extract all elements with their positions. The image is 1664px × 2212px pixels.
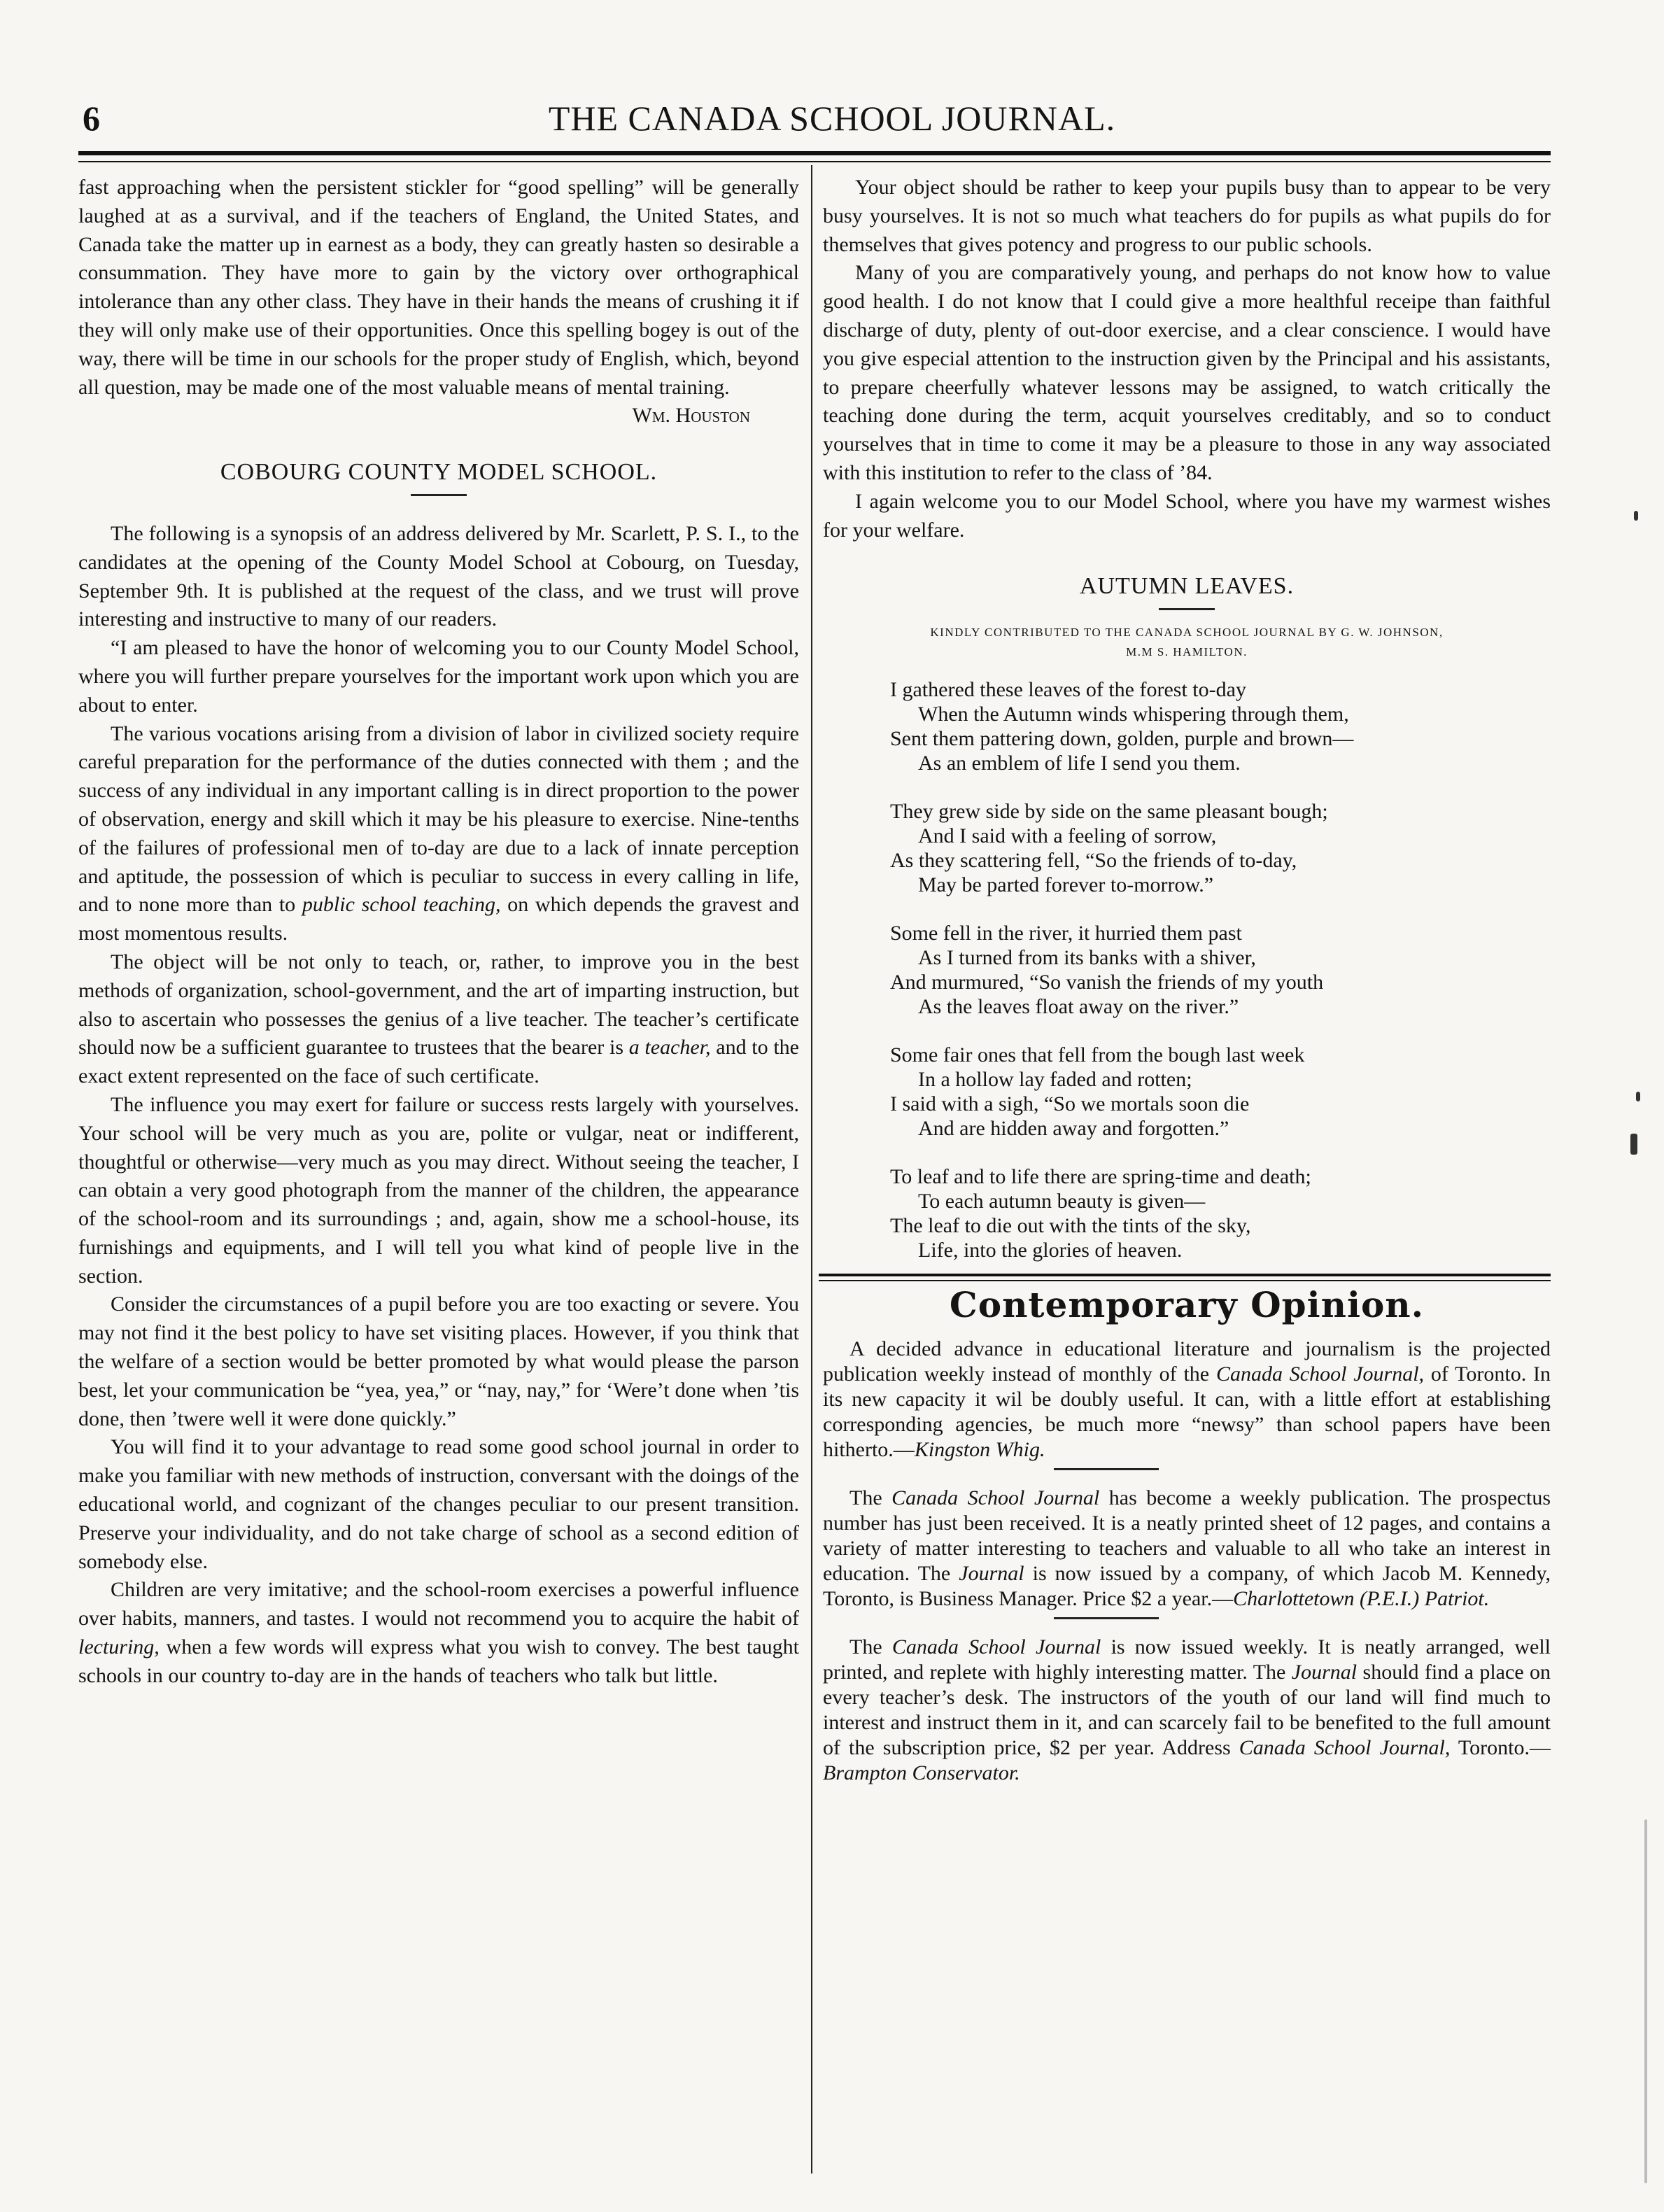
margin-speck — [1644, 1819, 1647, 2183]
page-number: 6 — [83, 99, 100, 138]
poem-line: When the Autumn winds whispering through them, — [918, 703, 1349, 726]
poem-line: Sent them pattering down, golden, purple and brown— — [890, 727, 1354, 751]
poem-line: The leaf to die out with the tints of the sky, — [890, 1214, 1251, 1238]
section-rule-thin — [819, 1280, 1551, 1281]
poem-line: They grew side by side on the same pleasant bough; — [890, 800, 1328, 824]
italic-text: Canada School Journal, — [1239, 1735, 1451, 1759]
poem-line: To leaf and to life there are spring-time and death; — [890, 1165, 1311, 1189]
poem-line: To each autumn beauty is given— — [918, 1190, 1206, 1213]
italic-text: a teacher, — [628, 1036, 711, 1059]
poem-stanza — [890, 799, 1551, 897]
poem-line: And murmured, “So vanish the friends of my youth — [890, 971, 1324, 994]
opinion-item — [823, 1337, 1551, 1463]
paragraph: Many of you are comparatively young, and perhaps do not know how to value good health. I do not know that I could give a more healthful receipe than faithful discharge of duty, plenty of out-door exercise, and a clear conscience. I would have you give especial attention to the instruction given by the Principal and his assistants, to prepare cheerfully whatever lessons may be assigned, to watch critically the teaching done during the term, acquit yourselves creditably, and so to conduct yourselves that in time to come it may be a pleasure to those in any way associated with this institution to refer to the class of ’84. — [823, 261, 1551, 484]
poem-line: As I turned from its banks with a shiver, — [918, 946, 1256, 970]
text-run: Toronto.— — [1458, 1735, 1551, 1759]
paragraph: The following is a synopsis of an address delivered by Mr. Scarlett, P. S. I., to the candidates at the opening of the County Model School at Cobourg, on Tuesday, September 9th. It is published at the request of the class, and we trust will prove interesting and instructive to many of our readers. — [78, 521, 799, 631]
text-run: should find a place on every teacher’s desk. The instructors of the youth of our land will find much to interest and instruct them in it, and can scarcely fail to be benefited to the full amount of the subscription price, $2 per year. Address — [823, 1660, 1551, 1759]
italic-text: Canada School Journal — [891, 1486, 1100, 1509]
poem-stanza — [890, 677, 1551, 775]
text-run: The object will be not only to teach, or, rather, to improve you in the best methods of organization, school-government, and the art of imparting instruction, but also to ascertain who possesses the genius of a live teacher. The teacher’s certificate should now be a sufficient guarantee to trustees that the bearer is — [78, 950, 799, 1059]
journal-title: THE CANADA SCHOOL JOURNAL. — [548, 99, 1116, 138]
text-run: The — [849, 1486, 882, 1509]
text-run: The various vocations arising from a division of labor in civilized society require careful preparation for the performance of the duties connected with them ; and the success of any individual in any important calling is in direct proportion to the power of observation, energy and skill which it may be his pleasure to exercise. Nine-tenths of the failures of professional men of to-day are due to a lack of innate perception and aptitude, the possession of which is peculiar to success in every calling in life, and to none more than to — [78, 721, 799, 917]
margin-speck — [1634, 511, 1638, 521]
poem-credit-line: M.M S. HAMILTON. — [1126, 645, 1248, 659]
text-run: A decided advance in educational literature and journalism is the projected publication weekly instead of monthly of the — [823, 1337, 1551, 1386]
contemporary-opinion-list — [823, 1337, 1551, 1786]
paragraph — [78, 720, 799, 948]
page-header — [0, 98, 1664, 147]
column-divider — [811, 165, 812, 2174]
italic-text: lecturing, — [78, 1635, 160, 1659]
margin-speck — [1636, 1092, 1640, 1101]
poem-line: I gathered these leaves of the forest to-day — [890, 678, 1246, 702]
text-run: The — [849, 1635, 882, 1658]
opinion-item — [823, 1635, 1551, 1786]
section-rule-thick — [819, 1274, 1551, 1276]
paragraph: I again welcome you to our Model School, where you have my warmest wishes for your welfare. — [823, 489, 1551, 542]
poem-line: Life, into the glories of heaven. — [918, 1239, 1183, 1262]
poem-line: Some fell in the river, it hurried them past — [890, 922, 1242, 945]
text-run: has become a weekly publication. The prospectus number has just been received. It is a neatly printed sheet of 12 pages, and contains a variety of matter interesting to teachers and valuable to all who take an interest in education. The — [823, 1486, 1551, 1585]
title-rule — [1159, 608, 1215, 610]
poem-credit-line: KINDLY CONTRIBUTED TO THE CANADA SCHOOL JOURNAL BY G. W. JOHNSON, — [930, 626, 1444, 640]
poem-credit — [823, 623, 1551, 662]
text-run: is now issued weekly. It is neatly arranged, well printed, and replete with highly interesting matter. The — [823, 1635, 1551, 1684]
paragraph: Consider the circumstances of a pupil before you are too exacting or severe. You may not find it the best policy to have set visiting places. However, if you think that the welfare of a section would be better promoted by what would please the parson best, let your communication be “yea, yea,” or “nay, nay,” for ‘Were’t done when ’tis done, then ’twere well it were done quickly.” — [78, 1292, 799, 1430]
poem-stanza — [890, 1164, 1551, 1262]
italic-text: Canada School Journal — [891, 1635, 1101, 1658]
italic-text: public school teaching, — [302, 893, 501, 917]
section-title-cobourg: COBOURG COUNTY MODEL SCHOOL. — [220, 459, 658, 486]
right-column — [823, 174, 1551, 1786]
poem-line: In a hollow lay faded and rotten; — [918, 1068, 1192, 1092]
poem-title: AUTUMN LEAVES. — [1079, 573, 1295, 600]
poem-line: Some fair ones that fell from the bough last week — [890, 1043, 1305, 1067]
spelling-article-ending: fast approaching when the persistent stickler for “good spelling” will be generally laughed at as a survival, and if the teachers of England, the United States, and Canada take the matter up in earnest as a body, they can greatly hasten so desirable a consummation. They have more to gain by the victory over orthographical intolerance than any other class. They have in their hands the means of crushing it if they will only make use of their opportunities. Once this spelling bogey is out of the way, there will be time in our schools for the proper study of English, which, beyond all question, may be made one of the most valuable means of mental training. — [78, 176, 799, 399]
header-rule-thick — [78, 151, 1551, 155]
paragraph — [78, 948, 799, 1091]
opinion-source: Brampton Conservator. — [823, 1761, 1020, 1784]
paragraph: The influence you may exert for failure or success rests largely with yourselves. Your school will be very much as you are, polite or vulgar, neat or indifferent, thoughtful or otherwise—very much as you may direct. Without seeing the teacher, I can obtain a very good photograph from the manner of the children, the appearance of the school-room and its surroundings ; and, again, show me a school-house, its furnishings and equipments, and I will tell you what kind of people live in the section. — [78, 1092, 799, 1288]
author-signature: Wm. Houston — [632, 404, 750, 428]
opinion-source: Kingston Whig. — [914, 1437, 1045, 1461]
text-run: is now issued by a company, of which Jacob M. Kennedy, Toronto, is Business Manager. Price $2 a year.— — [823, 1561, 1551, 1610]
poem-stanza — [890, 1043, 1551, 1141]
poem-line: As they scattering fell, “So the friends of to-day, — [890, 849, 1297, 873]
poem-line: I said with a sigh, “So we mortals soon die — [890, 1092, 1250, 1116]
paragraph: You will find it to your advantage to read some good school journal in order to make you familiar with new methods of instruction, conversant with the doings of the educational world, and cognizant of the changes peculiar to our present transition. Preserve your individuality, and do not take charge of school as a second edition of somebody else. — [78, 1435, 799, 1573]
text-run: of Toronto. In its new capacity it wil be doubly useful. It can, with a little effort at establishing corresponding agencies, be much more “newsy” than school papers have been hitherto.— — [823, 1362, 1551, 1461]
opinion-source: Charlottetown (P.E.I.) Patriot. — [1233, 1586, 1490, 1610]
text-run: when a few words will express what you wish to convey. The best taught schools in our country to-day are in the hands of teachers who talk but little. — [78, 1635, 800, 1687]
poem-line: May be parted forever to-morrow.” — [918, 873, 1214, 897]
text-run: and to the exact extent represented on the face of such certificate. — [78, 1036, 799, 1088]
italic-text: Journal — [1291, 1660, 1358, 1684]
opinion-divider — [1054, 1468, 1159, 1470]
poem-line: And I said with a feeling of sorrow, — [918, 824, 1217, 848]
text-run: on which depends the gravest and most momentous results. — [78, 893, 799, 945]
opinion-item — [823, 1486, 1551, 1612]
paragraph — [78, 1576, 799, 1690]
paragraph: Your object should be rather to keep your pupils busy than to appear to be very busy yourselves. It is not so much what teachers do for pupils as what pupils do for themselves that gives potency and progress to our public schools. — [823, 176, 1551, 256]
poem-line: And are hidden away and forgotten.” — [918, 1117, 1229, 1141]
header-rule-thin — [78, 161, 1551, 162]
margin-speck — [1630, 1134, 1637, 1155]
opinion-divider — [1054, 1617, 1159, 1619]
poem-autumn-leaves — [890, 677, 1551, 1262]
paragraph: “I am pleased to have the honor of welcoming you to our County Model School, where you will further prepare yourselves for the important work upon which you are about to enter. — [78, 636, 799, 717]
section-heading-contemporary-opinion: Contemporary Opinion. — [949, 1284, 1425, 1326]
poem-line: As the leaves float away on the river.” — [918, 995, 1239, 1019]
italic-text: Canada School Journal, — [1215, 1362, 1425, 1386]
poem-line: As an emblem of life I send you them. — [918, 752, 1241, 775]
title-rule — [411, 494, 467, 496]
text-run: Children are very imitative; and the school-room exercises a powerful influence over habits, manners, and tastes. I would not recommend you to acquire the habit of — [78, 1578, 799, 1630]
left-column — [78, 174, 799, 1691]
italic-text: Journal — [959, 1561, 1024, 1585]
poem-stanza — [890, 921, 1551, 1019]
